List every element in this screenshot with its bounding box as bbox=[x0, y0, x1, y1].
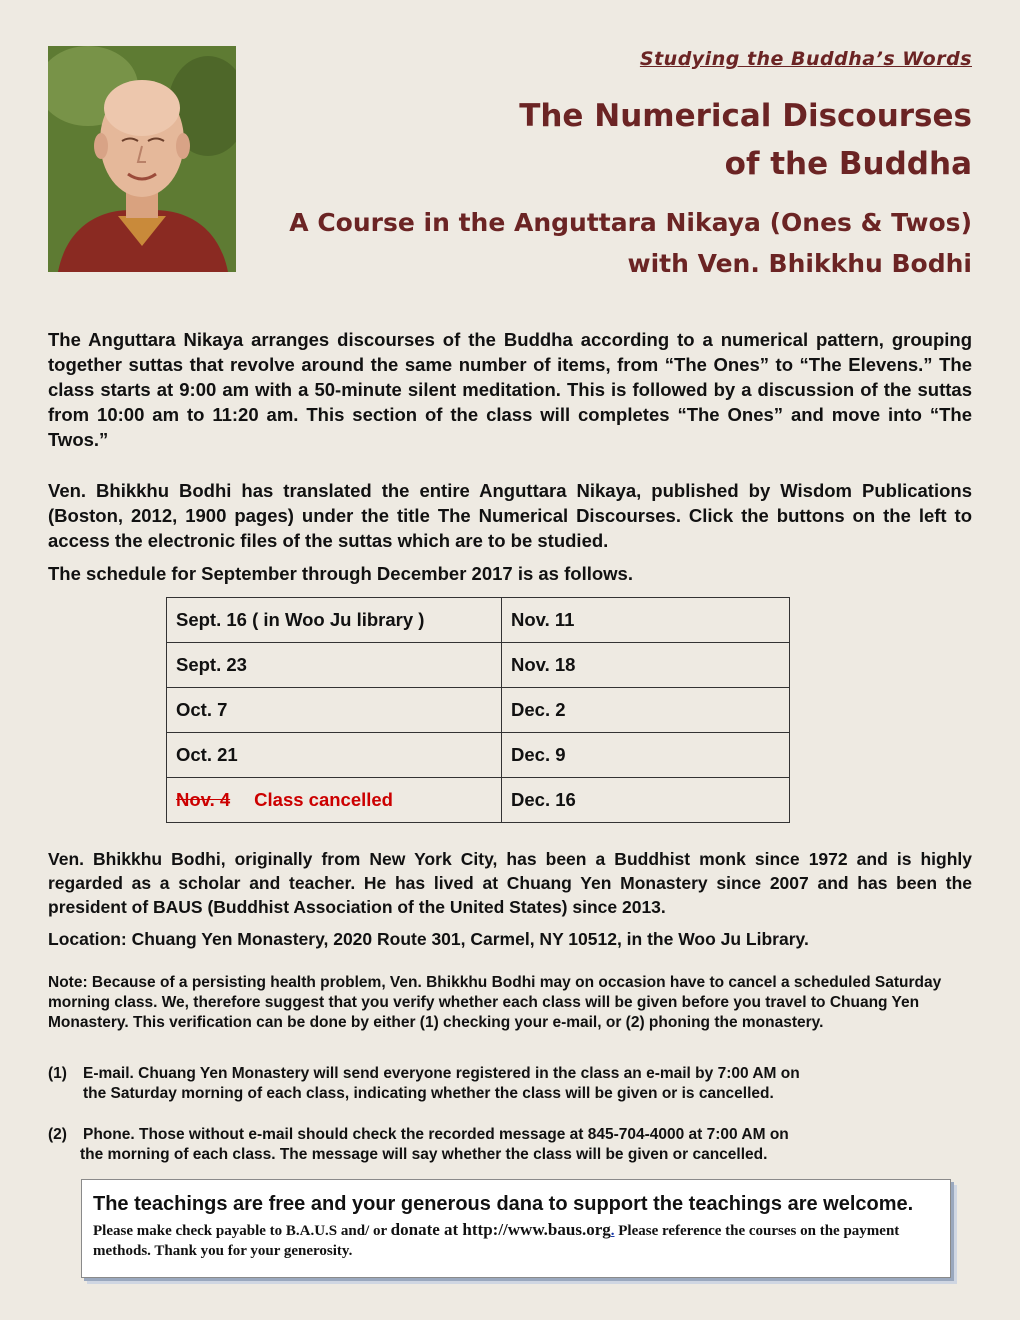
title-line-2: of the Buddha bbox=[724, 146, 972, 182]
schedule-cell: Oct. 7 bbox=[167, 688, 502, 733]
dana-body bbox=[93, 1220, 933, 1261]
dana-box bbox=[81, 1179, 951, 1278]
schedule-label: The schedule for September through December 2017 is as follows. bbox=[48, 563, 633, 584]
table-row bbox=[167, 643, 790, 688]
translation-paragraph: Ven. Bhikkhu Bodhi has translated the entire Anguttara Nikaya, published by Wisdom Publications (Boston, 2012, 1900 pages) under the title The Numerical Discourses. Click the buttons on the left to access the electronic files of the suttas which are to be studied. bbox=[48, 480, 972, 551]
schedule-cell: Dec. 9 bbox=[502, 733, 790, 778]
list-item bbox=[48, 1064, 948, 1104]
schedule-cell: Dec. 16 bbox=[502, 778, 790, 823]
list-line: the morning of each class. The message will say whether the class will be given or cancelled. bbox=[80, 1146, 768, 1163]
donate-link[interactable]: donate at http://www.baus.org bbox=[390, 1220, 611, 1239]
series-title: Studying the Buddha’s Words bbox=[639, 48, 972, 70]
subtitle-line-2: with Ven. Bhikkhu Bodhi bbox=[627, 249, 972, 278]
portrait-illustration bbox=[48, 46, 236, 272]
table-row bbox=[167, 688, 790, 733]
cancelled-date: Nov. 4 bbox=[176, 789, 231, 810]
schedule-table bbox=[166, 597, 790, 823]
title-line-1: The Numerical Discourses bbox=[519, 98, 972, 134]
bio-paragraph: Ven. Bhikkhu Bodhi, originally from New York City, has been a Buddhist monk since 1972 and is highly regarded as a scholar and teacher. He has lived at Chuang Yen Monastery since 2007 and has been the president of BAUS (Buddhist Association of the United States) since 2013. bbox=[48, 849, 972, 917]
list-item bbox=[48, 1125, 948, 1165]
schedule-cell: Nov. 18 bbox=[502, 643, 790, 688]
cancelled-cell bbox=[167, 778, 502, 823]
dana-check-text: Please make check payable to B.A.U.S and/ or bbox=[93, 1223, 391, 1239]
list-line: E-mail. Chuang Yen Monastery will send everyone registered in the class an e-mail by 7:00 AM on bbox=[83, 1065, 800, 1082]
schedule-cell: Oct. 21 bbox=[167, 733, 502, 778]
subtitle-line-1: A Course in the Anguttara Nikaya (Ones & Twos) bbox=[289, 208, 972, 237]
table-row bbox=[167, 778, 790, 823]
page-title bbox=[272, 92, 972, 188]
course-subtitle bbox=[272, 202, 972, 284]
cancelled-note: Class cancelled bbox=[254, 789, 393, 810]
table-row bbox=[167, 598, 790, 643]
location-text: Location: Chuang Yen Monastery, 2020 Route 301, Carmel, NY 10512, in the Woo Ju Library. bbox=[48, 929, 809, 949]
header bbox=[272, 46, 972, 284]
teacher-photo bbox=[48, 46, 236, 272]
schedule-cell: Nov. 11 bbox=[502, 598, 790, 643]
schedule-cell: Sept. 23 bbox=[167, 643, 502, 688]
list-number: (1) bbox=[48, 1065, 67, 1082]
schedule-cell: Dec. 2 bbox=[502, 688, 790, 733]
list-line: Phone. Those without e-mail should check the recorded message at 845-704-4000 at 7:00 AM on bbox=[83, 1126, 789, 1143]
note-paragraph: Note: Because of a persisting health problem, Ven. Bhikkhu Bodhi may on occasion have to cancel a scheduled Saturday morning class. We, therefore suggest that you verify whether each class will be given before you travel to Chuang Yen Monastery. This verification can be done by either (1) checking your e-mail, or (2) phoning the monastery. bbox=[48, 974, 942, 1031]
dana-headline: The teachings are free and your generous dana to support the teachings are welcome. bbox=[93, 1193, 914, 1215]
dana-reference-text: Please reference the courses on the payment methods. Thank you for your generosity. bbox=[93, 1223, 900, 1259]
schedule-cell: Sept. 16 ( in Woo Ju library ) bbox=[167, 598, 502, 643]
intro-paragraph: The Anguttara Nikaya arranges discourses of the Buddha according to a numerical pattern, grouping together suttas that revolve around the same number of items, from “The Ones” to “The Elevens.” The class starts at 9:00 am with a 50-minute silent meditation. This is followed by a discussion of the suttas from 10:00 am to 11:20 am. This section of the class will completes “The Ones” and move into “The Twos.” bbox=[48, 329, 972, 450]
list-number: (2) bbox=[48, 1126, 67, 1143]
list-line: the Saturday morning of each class, indicating whether the class will be given or is cancelled. bbox=[83, 1085, 774, 1102]
link-dot: . bbox=[610, 1223, 615, 1239]
table-row bbox=[167, 733, 790, 778]
